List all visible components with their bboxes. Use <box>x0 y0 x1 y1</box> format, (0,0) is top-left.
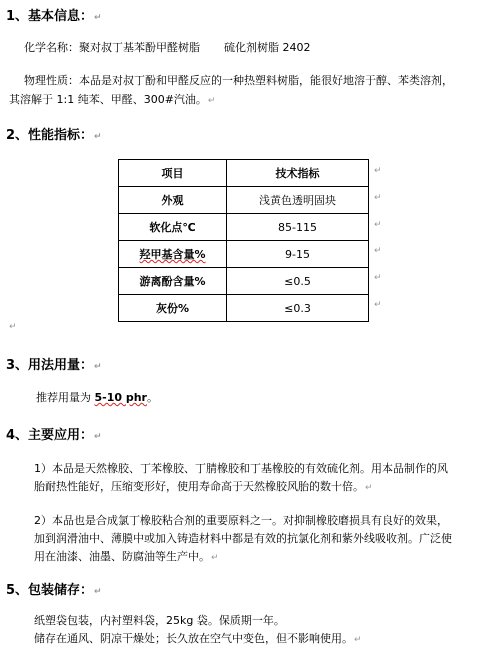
cell-mark-icon: ↵ <box>374 246 382 256</box>
packaging-line-2 <box>34 630 362 649</box>
application-p2-line-3 <box>34 548 219 567</box>
header-spec: 技术指标 <box>227 160 369 187</box>
row-item-text: 羟甲基含量% <box>139 248 206 261</box>
section-heading-usage <box>6 354 102 373</box>
table-row <box>119 295 369 322</box>
table-row <box>119 268 369 295</box>
paragraph-mark-icon: ↵ <box>207 96 216 106</box>
table-row <box>119 187 369 214</box>
row-value: 85-115 <box>227 214 369 241</box>
paragraph-mark-icon: ↵ <box>365 483 373 493</box>
row-value: ≤0.3 <box>227 295 369 322</box>
chemical-name-label: 化学名称： <box>24 41 79 54</box>
usage-prefix: 推荐用量为 <box>36 391 95 404</box>
packaging-line-1: 纸塑袋包装，内衬塑料袋，25kg 袋。保质期一年。 <box>34 614 285 627</box>
row-item: 外观 <box>119 187 227 214</box>
section-heading-specifications <box>6 124 102 143</box>
application-text: 胎耐热性能好，压缩变形好，使用寿命高于天然橡胶风胎的数十倍。 <box>34 480 364 493</box>
spec-table <box>118 159 369 322</box>
cell-mark-icon: ↵ <box>374 300 382 310</box>
table-row <box>119 241 369 268</box>
section-heading-basic-info <box>6 5 102 24</box>
application-text: 用在油漆、油墨、防腐油等生产中。 <box>34 550 210 563</box>
section-heading-application <box>6 424 102 443</box>
usage-suffix: 。 <box>147 391 158 404</box>
paragraph-mark-icon: ↵ <box>354 635 362 645</box>
usage-text <box>36 389 158 406</box>
cell-mark-icon: ↵ <box>374 220 382 230</box>
usage-dosage: 5-10 phr <box>94 391 147 404</box>
paragraph-mark-icon: ↵ <box>94 362 102 372</box>
packaging-text: 储存在通风、阴凉干燥处；长久放在空气中变色，但不影响使用。 <box>34 632 353 645</box>
application-p2-line-1: 2）本品也是合成氯丁橡胶粘合剂的重要原料之一。对抑制橡胶磨损具有良好的效果， <box>34 514 448 527</box>
paragraph-mark-icon: ↵ <box>94 132 102 142</box>
physical-property-line-2 <box>9 91 215 110</box>
application-p1-line-2 <box>34 478 373 497</box>
chemical-alias: 硫化剂树脂 2402 <box>224 41 311 54</box>
physical-property-line-1: 物理性质：本品是对叔丁酚和甲醛反应的一种热塑料树脂，能很好地溶于醇、苯类溶剂， <box>24 74 453 87</box>
row-item: 灰份% <box>119 295 227 322</box>
section-heading-packaging <box>6 579 102 598</box>
row-value: 浅黄色透明固块 <box>227 187 369 214</box>
heading-text: 3、用法用量： <box>6 358 94 373</box>
row-item <box>119 241 227 268</box>
paragraph-mark-icon: ↵ <box>94 13 102 23</box>
chemical-name-line <box>24 39 311 56</box>
spec-table-header <box>119 160 369 187</box>
application-p1-line-1: 1）本品是天然橡胶、丁苯橡胶、丁腈橡胶和丁基橡胶的有效硫化剂。用本品制作的风 <box>34 462 448 475</box>
paragraph-mark-icon: ↵ <box>94 587 102 597</box>
cell-mark-icon: ↵ <box>374 193 382 203</box>
heading-text: 2、性能指标： <box>6 128 94 143</box>
heading-text: 4、主要应用： <box>6 428 94 443</box>
row-item: 软化点℃ <box>119 214 227 241</box>
row-item: 游离酚含量% <box>119 268 227 295</box>
paragraph-mark-icon: ↵ <box>211 553 219 563</box>
header-item: 项目 <box>119 160 227 187</box>
heading-text: 5、包装储存： <box>6 583 94 598</box>
paragraph-mark-icon: ↵ <box>9 322 17 332</box>
cell-mark-icon: ↵ <box>374 166 382 176</box>
application-p2-line-2: 加到润滑油中、薄膜中或加入铸造材料中都是有效的抗氯化剂和紫外线吸收剂。广泛使 <box>34 532 452 545</box>
paragraph-mark-icon: ↵ <box>94 432 102 442</box>
heading-text: 1、基本信息： <box>6 9 94 24</box>
row-value: ≤0.5 <box>227 268 369 295</box>
physical-property-text: 其溶解于 1:1 纯苯、甲醛、300#汽油。 <box>9 93 207 106</box>
table-row <box>119 214 369 241</box>
row-value: 9-15 <box>227 241 369 268</box>
cell-mark-icon: ↵ <box>374 273 382 283</box>
chemical-name-value: 聚对叔丁基苯酚甲醛树脂 <box>79 41 200 54</box>
